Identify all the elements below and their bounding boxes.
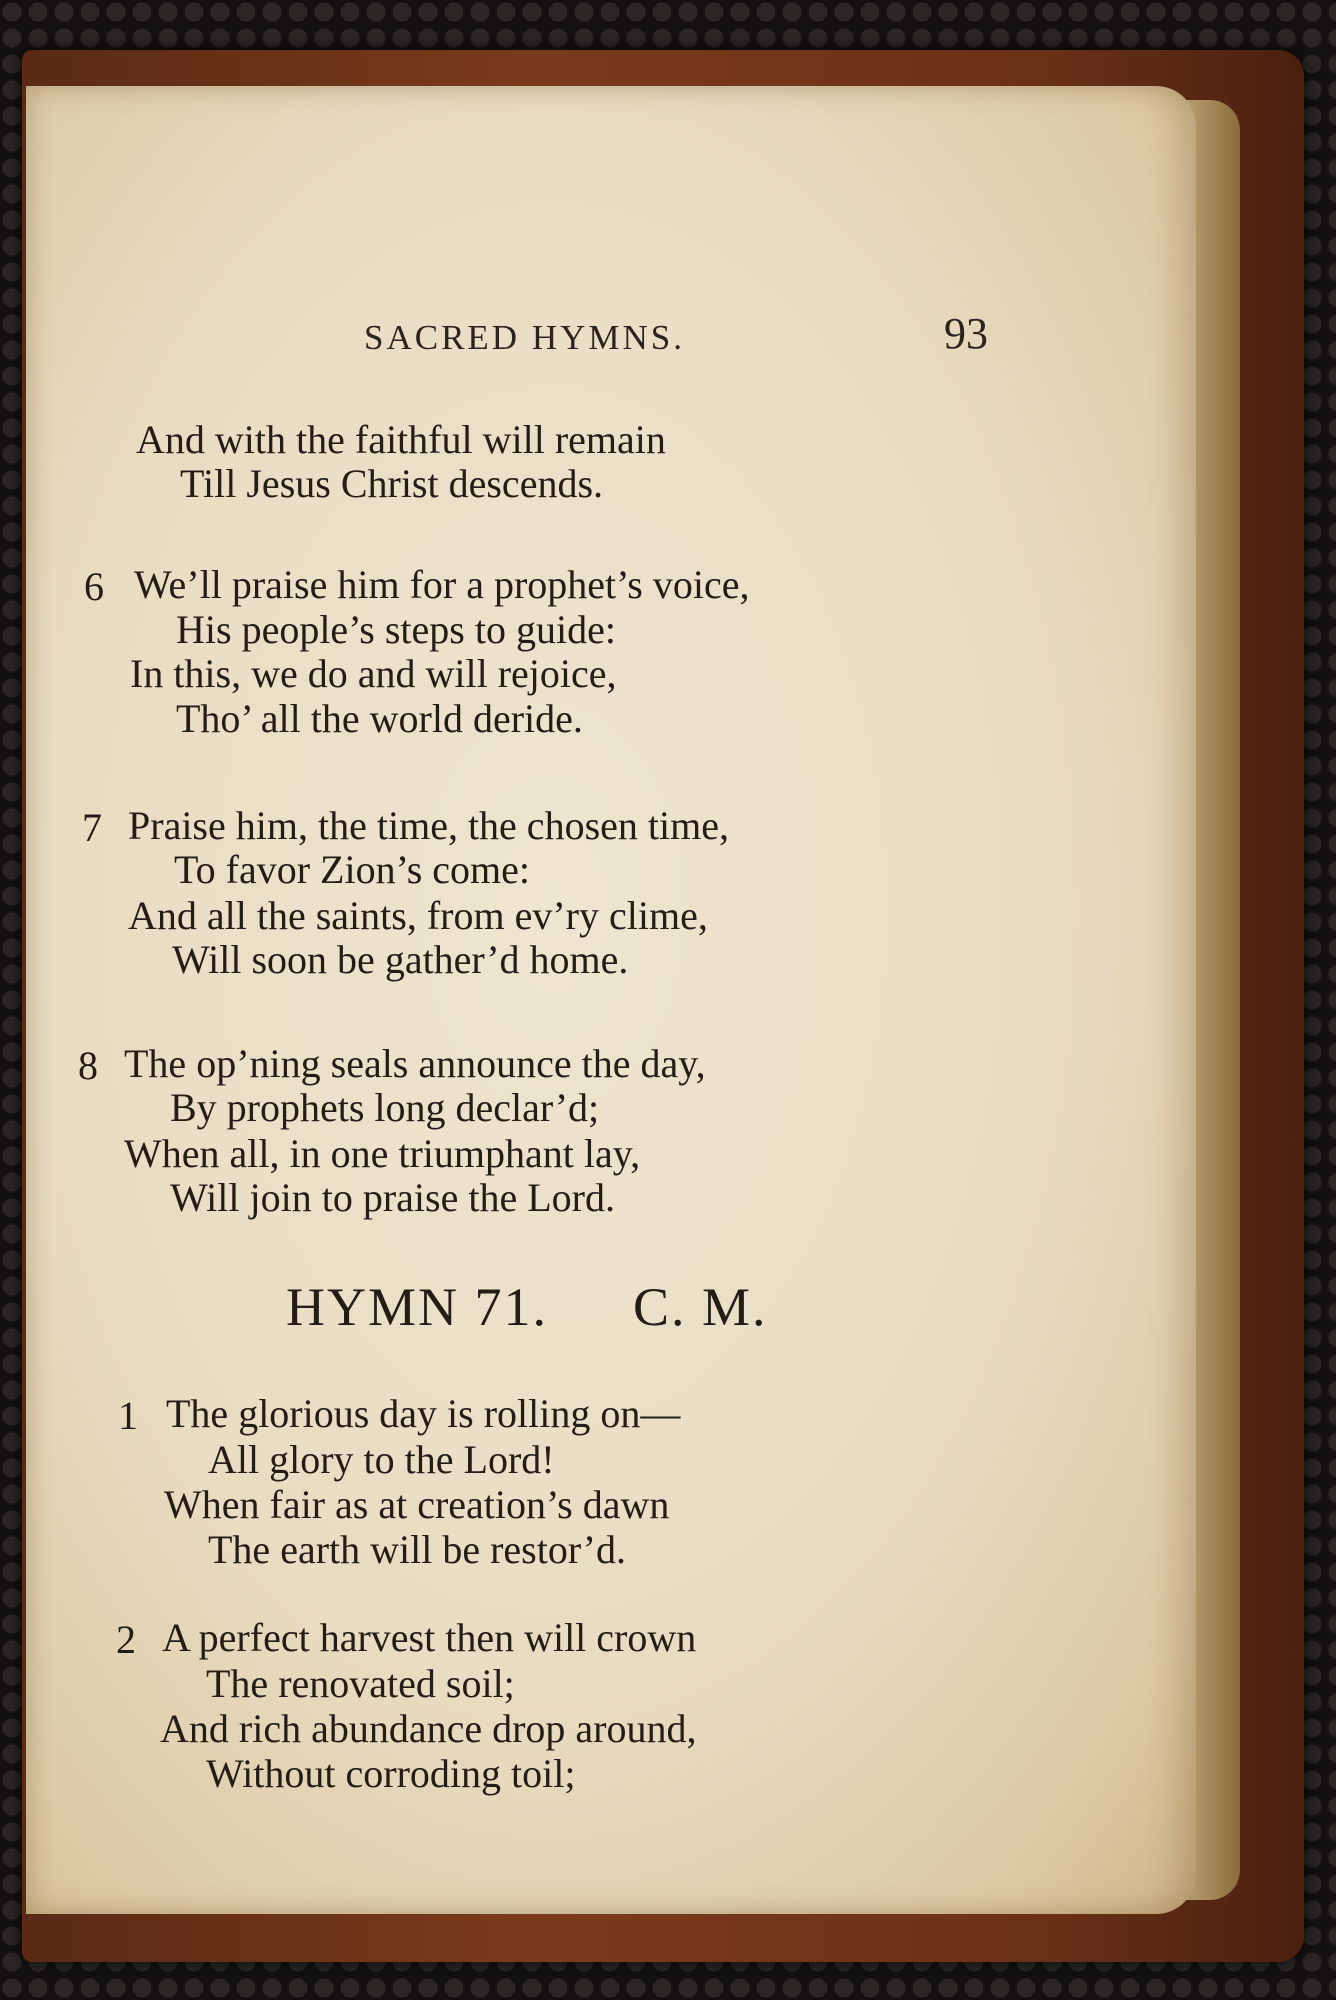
verse-line: And rich abundance drop around, xyxy=(160,1706,697,1751)
hymn-meter: C. M. xyxy=(633,1277,768,1337)
verse-line: Will soon be gather’d home. xyxy=(172,937,629,982)
verse-line: We’ll praise him for a prophet’s voice, xyxy=(134,562,750,607)
verse-line: Tho’ all the world deride. xyxy=(176,696,583,741)
verse-number: 6 xyxy=(84,564,104,609)
verse-line: To favor Zion’s come: xyxy=(174,847,530,892)
verse-line: When fair as at creation’s dawn xyxy=(164,1482,670,1527)
verse-line: In this, we do and will rejoice, xyxy=(130,651,617,696)
hymn-label: HYMN 71. xyxy=(286,1277,549,1337)
verse-number: 1 xyxy=(118,1393,138,1438)
verse-line: The renovated soil; xyxy=(206,1661,515,1706)
verse-line: All glory to the Lord! xyxy=(208,1437,555,1482)
verse-line: The glorious day is rolling on— xyxy=(166,1391,681,1436)
verse-line: The op’ning seals announce the day, xyxy=(124,1041,706,1086)
verse-line: Till Jesus Christ descends. xyxy=(180,461,604,506)
verse-line: Without corroding toil; xyxy=(206,1751,576,1796)
verse-number: 7 xyxy=(82,805,102,850)
verse-line: By prophets long declar’d; xyxy=(170,1085,600,1130)
verse-line: Will join to praise the Lord. xyxy=(170,1175,615,1220)
verse-line: And all the saints, from ev’ry clime, xyxy=(128,893,708,938)
verse-line: His people’s steps to guide: xyxy=(176,607,616,652)
running-title: SACRED HYMNS. xyxy=(364,318,685,357)
verse-number: 8 xyxy=(78,1043,98,1088)
verse-line: The earth will be restor’d. xyxy=(208,1527,626,1572)
verse-line: When all, in one triumphant lay, xyxy=(124,1131,641,1176)
verse-line: A perfect harvest then will crown xyxy=(162,1615,697,1660)
page-number: 93 xyxy=(944,309,988,358)
verse-line: Praise him, the time, the chosen time, xyxy=(128,803,729,848)
verse-line: And with the faithful will remain xyxy=(136,417,666,462)
verse-number: 2 xyxy=(116,1617,136,1662)
hymn-heading xyxy=(286,1276,768,1338)
